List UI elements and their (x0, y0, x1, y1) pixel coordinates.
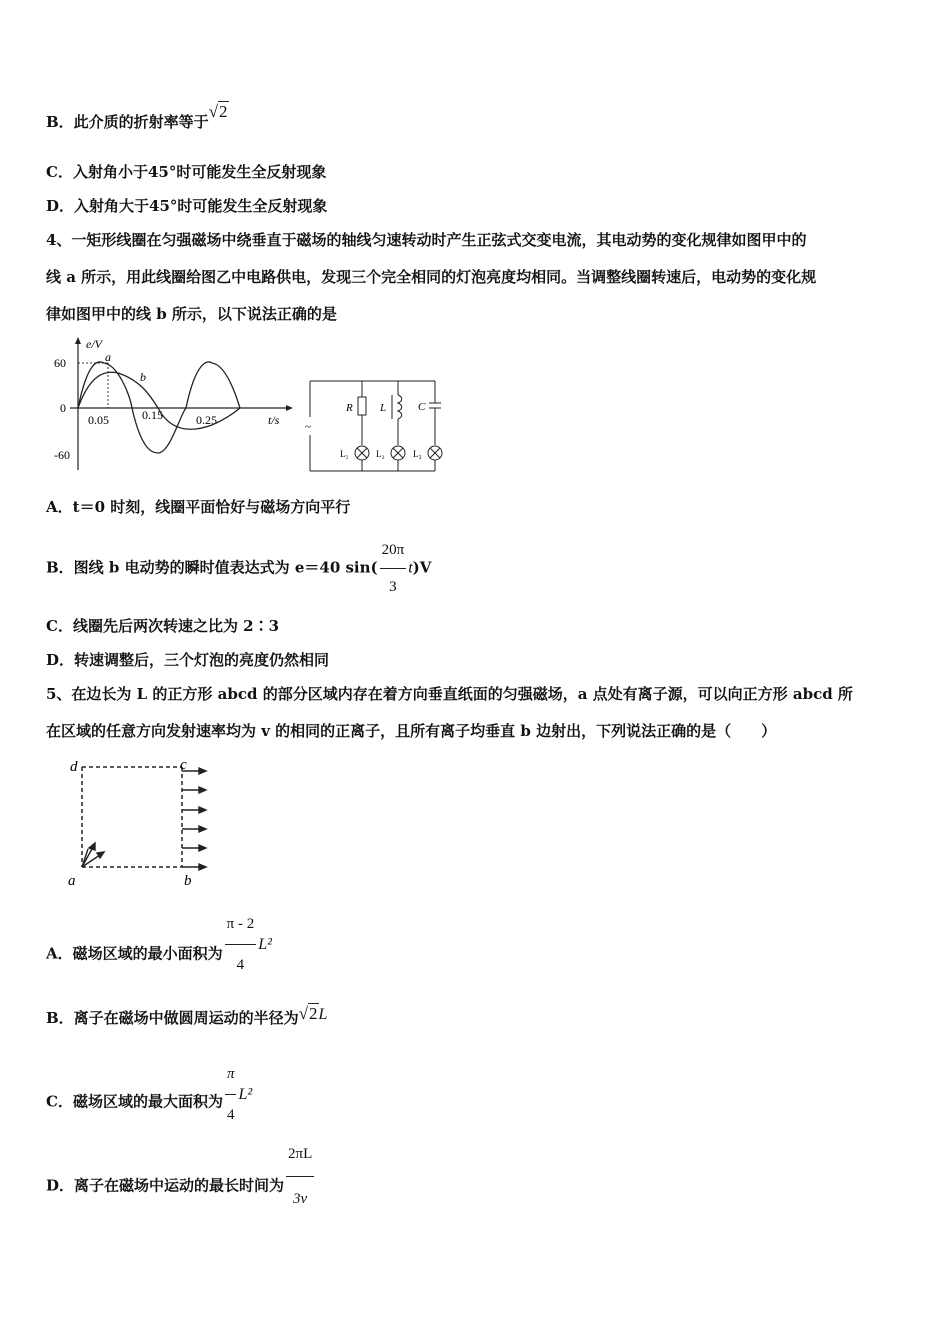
q5-option-a-fraction: $\frac{\pi - 2}{4}$ (225, 904, 257, 985)
lamp3-label: L₃ (413, 449, 422, 459)
inductor-label: L (380, 402, 387, 414)
q4-stem-line2: 线 a 所示，用此线圈给图乙中电路供电，发现三个完全相同的灯泡亮度均相同。当调整线圈转速后，电动势的变化规 (46, 268, 817, 286)
q5-option-c: C．磁场区域的最大面积为 $\frac{\pi}{4}$ L² (46, 1062, 252, 1143)
q4-circuit-diagram (300, 375, 450, 475)
label-d: d (70, 759, 78, 775)
x-tick-025: 0.25 (196, 413, 217, 427)
q5-option-b: B．离子在磁场中做圆周运动的半径为√2L (46, 1004, 328, 1027)
y-axis-label: e/V (86, 337, 102, 351)
q5-option-c-fraction: $\frac{\pi}{4}$ (225, 1054, 237, 1135)
q5-option-a: A．磁场区域的最小面积为 $\frac{\pi - 2}{4}$ L² (46, 914, 272, 995)
q3-option-d: D．入射角大于45°时可能发生全反射现象 (46, 197, 328, 215)
q4-emf-graph (50, 335, 300, 475)
y-tick-0: 0 (60, 401, 66, 415)
q4-option-b: B．图线 b 电动势的瞬时值表达式为 e＝40 sin( $\frac{20\pi}{3}$ t)V (46, 532, 431, 605)
q3-option-c: C．入射角小于45°时可能发生全反射现象 (46, 163, 327, 181)
q5-stem-line1: 5、在边长为 L 的正方形 abcd 的部分区域内存在着方向垂直纸面的匀强磁场，a 点处有离子源，可以向正方形 abcd 所 (46, 685, 853, 703)
y-tick-60: 60 (54, 356, 66, 370)
q4-option-d: D．转速调整后，三个灯泡的亮度仍然相同 (46, 651, 330, 669)
lamp2-label: L₂ (376, 449, 385, 459)
lamp1-label: L₁ (340, 449, 349, 459)
x-axis-label: t/s (268, 413, 280, 427)
resistor-label: R (346, 402, 353, 414)
x-tick-015: 0.15 (142, 408, 163, 422)
label-c: c (180, 757, 187, 773)
q4-option-c: C．线圈先后两次转速之比为 2∶3 (46, 617, 280, 635)
q4-option-a: A．t＝0 时刻，线圈平面恰好与磁场方向平行 (46, 498, 351, 516)
q5-square-figure (60, 755, 220, 890)
capacitor-label: C (418, 401, 426, 413)
x-tick-005: 0.05 (88, 413, 109, 427)
q5-option-d: D．离子在磁场中运动的最长时间为 $\frac{2\pi L}{3v}$ (46, 1142, 316, 1231)
y-tick-neg60: -60 (54, 448, 70, 462)
curve-a-label: a (105, 350, 111, 364)
label-a: a (68, 873, 76, 889)
q5-stem-line2: 在区域的任意方向发射速率均为 v 的相同的正离子，且所有离子均垂直 b 边射出，下列说法正确的是（ ） (46, 722, 777, 740)
q4-stem-line1: 4、一矩形线圈在匀强磁场中绕垂直于磁场的轴线匀速转动时产生正弦式交变电流，其电动势的变化规律如图甲中的 (46, 231, 807, 249)
label-b: b (184, 873, 192, 889)
q4-stem-line3: 律如图甲中的线 b 所示，以下说法正确的是 (46, 305, 337, 323)
q3-option-b-sqrt: √2 (208, 102, 228, 121)
curve-b-label: b (140, 370, 146, 384)
q4-option-b-fraction: $\frac{20\pi}{3}$ (380, 532, 407, 605)
q3-option-b (46, 102, 229, 132)
ac-source-icon: ~ (305, 421, 311, 433)
q5-option-d-fraction: $\frac{2\pi L}{3v}$ (286, 1132, 314, 1221)
q3-option-b-text: B．此介质的折射率等于 (46, 113, 209, 131)
